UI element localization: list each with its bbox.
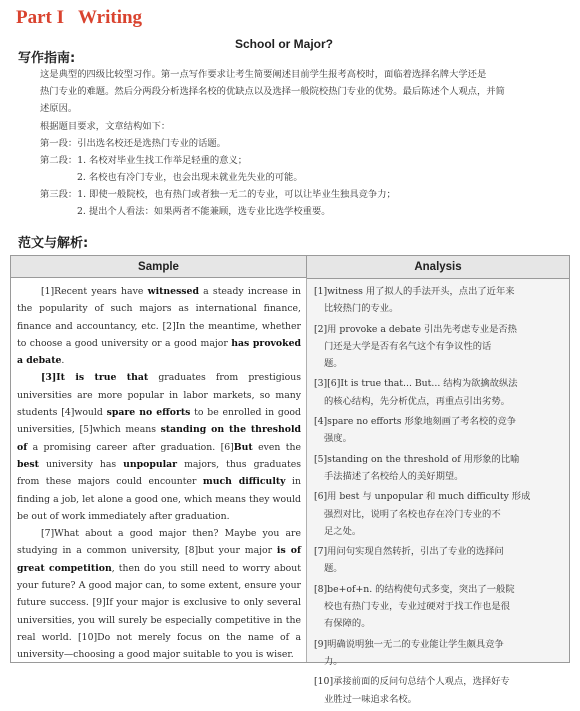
analysis-item: [314, 673, 560, 708]
analysis-line: 有保障的。: [324, 618, 371, 630]
analysis-line: 门还是大学是否有名气这个有争议性的话: [324, 340, 492, 352]
column-divider: [306, 278, 307, 662]
sample-run: , then do you still need to worry about your future? A good major can, to some extent, ensure your future success. [9]If your major is exclusive to only several universities, you will surely be especially competitive in the real world. [10]Do not merely focus on the name of a university—choosing a good major suitable to you is wiser.: [17, 562, 301, 661]
guide-intro-line: 述原因。: [40, 103, 78, 114]
guide-intro: [18, 66, 570, 117]
analysis-item: [314, 451, 560, 486]
analysis-line: [6]用 best 与 unpopular 和 much difficulty 形成: [314, 491, 531, 503]
sample-column-header: Sample: [11, 256, 307, 278]
analysis-item: [314, 413, 560, 448]
analysis-line: [10]承接前面的反问句总结个人观点，选择好专: [314, 676, 510, 688]
analysis-line: 题。: [324, 358, 343, 370]
outline-text: 2. 名校也有冷门专业，也会出现未就业先失业的可能。: [77, 172, 303, 183]
sample-analysis-heading: 范文与解析:: [18, 236, 89, 251]
sample-run: majors, thus graduates from these majors could encounter: [17, 458, 301, 488]
sample-highlight: [3]It is true that: [41, 372, 149, 384]
sample-highlight: standing on the threshold of: [17, 424, 301, 453]
outline-item: [40, 186, 396, 203]
sample-paragraph: [17, 369, 301, 525]
analysis-line: 足之处。: [324, 525, 362, 537]
analysis-item: [314, 321, 560, 373]
analysis-line: 校也有热门专业，专业过硬对于找工作也是很: [324, 601, 510, 613]
analysis-text: [314, 283, 560, 711]
sample-highlight: spare no efforts: [106, 407, 191, 419]
analysis-line: [8]be+of+n. 的结构使句式多变，突出了一般院: [314, 583, 515, 595]
outline-text: 1. 即使一般院校，也有热门或者独一无二的专业，可以让毕业生独具竞争力；: [77, 189, 396, 200]
outline-item: [77, 203, 331, 220]
analysis-line: 力。: [324, 655, 343, 667]
sample-run: .: [61, 355, 65, 367]
sample-highlight: But: [233, 441, 253, 453]
analysis-line: 强度。: [324, 433, 352, 445]
outline-label: 第三段：: [40, 189, 78, 200]
sample-run: a promising career after graduation. [6]: [27, 441, 234, 453]
analysis-line: [2]用 provoke a debate 引出先考虑专业是否热: [314, 323, 517, 335]
analysis-item: [314, 581, 560, 633]
sample-run: [7]What about a good major then? Maybe you are studying in a common university, [8]but your major: [17, 528, 301, 557]
analysis-line: [4]spare no efforts 形象地刻画了考名校的竞争: [314, 416, 517, 428]
analysis-line: 的核心结构，先分析优点，再重点引出劣势。: [324, 395, 510, 407]
outline-item: [40, 135, 226, 152]
guide-heading: 写作指南:: [18, 51, 76, 66]
analysis-line: 题。: [324, 563, 343, 575]
sample-run: a steady increase in the popularity of such majors as international finance, finance and accountancy, etc. [2]In the meantime, whether to choose a good university or a good major: [17, 286, 302, 349]
outline-item: [40, 152, 247, 169]
guide-intro-line: 热门专业的难题。然后分两段分析选择名校的优缺点以及选择一般院校热门专业的优势。最后陈述个人观点，并简: [40, 86, 505, 97]
outline-text: 引出选名校还是选热门专业的话题。: [77, 138, 226, 149]
sample-analysis-table: [10, 255, 570, 705]
sample-paragraph: [17, 283, 301, 369]
analysis-item: [314, 375, 560, 410]
sample-highlight: witnessed: [147, 286, 199, 297]
sample-run: to be enrolled in good universities, [5]which means: [17, 407, 301, 436]
guide-intro-line: 这是典型的四级比较型习作。第一点写作要求让考生简要阐述目前学生报考高校时，面临着选择名牌大学还是: [40, 69, 487, 80]
analysis-item: [314, 543, 560, 578]
analysis-column-header: Analysis: [307, 256, 569, 279]
sample-highlight: is of great competition: [17, 545, 301, 574]
sample-highlight: unpopular: [123, 458, 178, 470]
sample-run: university has: [38, 458, 124, 470]
sample-run: [1]Recent years have: [41, 286, 148, 297]
part-title: [16, 7, 142, 29]
sample-run: graduates from prestigious universities are more popular in labor markets, so many students [4]would: [17, 372, 301, 419]
sample-highlight: best: [17, 458, 39, 470]
analysis-line: [3][6]It is true that... But... 结构为欲擒故纵法: [314, 378, 518, 390]
outline-label: 第二段：: [40, 155, 78, 166]
outline-item: [77, 169, 303, 186]
structure-lead: 根据题目要求，文章结构如下：: [40, 121, 171, 132]
analysis-line: [9]明确说明独一无二的专业能让学生颇具竞争: [314, 638, 504, 650]
sample-highlight: has provoked a debate: [17, 337, 301, 367]
sample-run: in finding a job, let alone a good one, which means they would be out of work immediately after graduation.: [17, 476, 301, 522]
outline-text: 2. 提出个人看法：如果两者不能兼顾，选专业比选学校重要。: [77, 206, 331, 217]
analysis-line: 业胜过一味追求名校。: [324, 693, 417, 705]
sample-paragraph: [17, 525, 301, 663]
essay-title: School or Major?: [235, 37, 334, 51]
analysis-line: 强烈对比，说明了名校也存在冷门专业的不: [324, 508, 501, 520]
outline-label: 第一段：: [40, 138, 78, 149]
analysis-line: [1]witness 用了拟人的手法开头，点出了近年来: [314, 286, 515, 297]
sample-text: [17, 283, 301, 664]
analysis-item: [314, 488, 560, 540]
analysis-item: [314, 283, 560, 318]
analysis-line: 比较热门的专业。: [324, 303, 399, 315]
sample-run: even the: [252, 441, 301, 453]
section-label: Writing: [78, 7, 143, 28]
part-label: Part I: [16, 7, 65, 28]
analysis-item: [314, 636, 560, 671]
sample-highlight: much difficulty: [202, 476, 286, 488]
analysis-line: [7]用问句实现自然转折，引出了专业的选择问: [314, 546, 504, 558]
analysis-line: [5]standing on the threshold of 用形象的比喻: [314, 453, 520, 465]
analysis-line: 手法描述了名校给人的美好期望。: [324, 470, 464, 482]
outline-text: 1. 名校对毕业生找工作举足轻重的意义；: [77, 155, 248, 166]
